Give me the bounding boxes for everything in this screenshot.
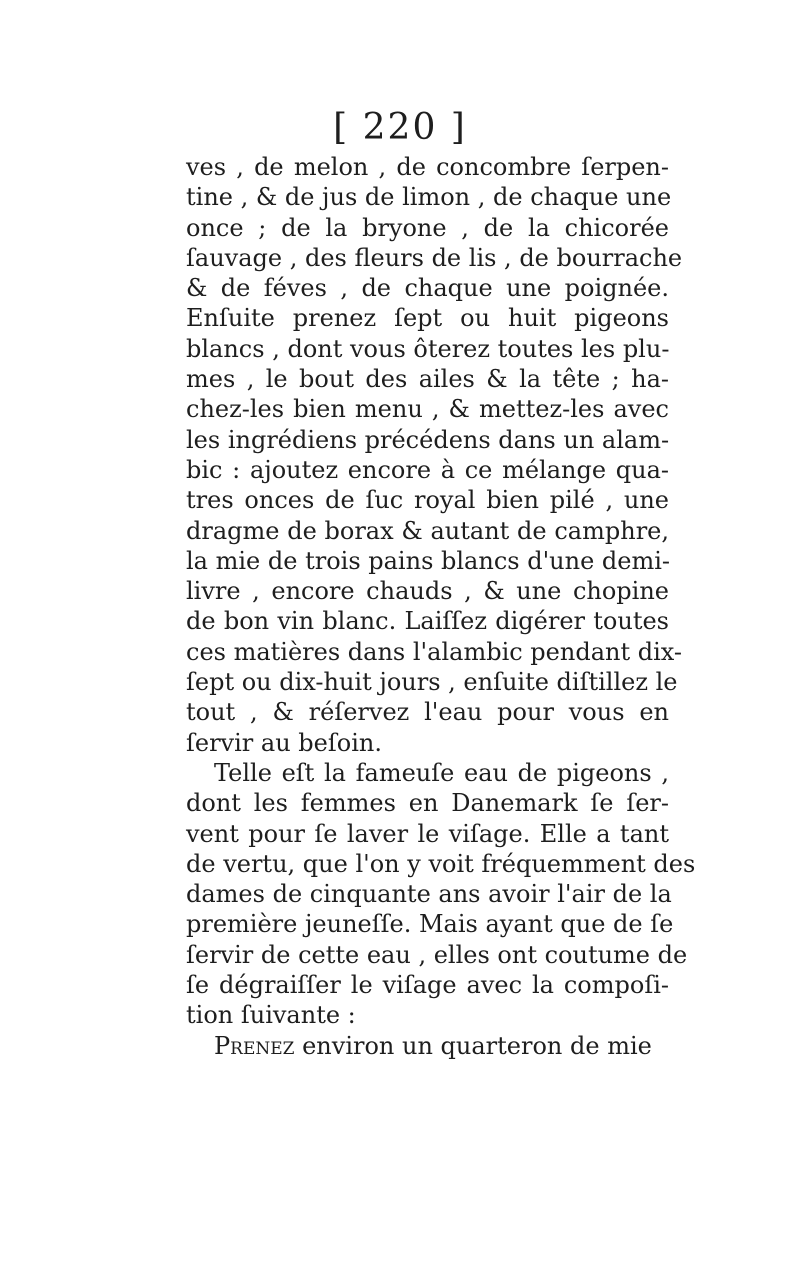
text-line: ſe dégraiſſer le viſage avec la compoſi-	[186, 971, 669, 1000]
text-line: vent pour ſe laver le viſage. Elle a tant	[186, 819, 669, 848]
text-line: livre , encore chauds , & une chopine	[186, 577, 669, 606]
body-text	[186, 152, 696, 1061]
recipe-lead-word: Prenez	[214, 1031, 295, 1060]
paragraph-end-line: tion ſuivante :	[186, 1001, 356, 1030]
text-line: ſauvage , des fleurs de lis , de bourrache	[186, 243, 683, 272]
page-number: [ 220 ]	[333, 107, 467, 148]
text-line: tout , & réſervez l'eau pour vous en	[186, 698, 669, 727]
text-line: de vertu, que l'on y voit fréquemment des	[186, 849, 696, 878]
text-line: once ; de la bryone , de la chicorée	[186, 213, 669, 242]
text-line: ces matières dans l'alambic pendant dix-	[186, 637, 682, 666]
text-line: la mie de trois pains blancs d'une demi-	[186, 546, 671, 575]
text-line: Enſuite prenez ſept ou huit pigeons	[186, 304, 669, 333]
recipe-start-line	[186, 1031, 669, 1061]
text-line: les ingrédiens précédens dans un alam-	[186, 425, 670, 454]
text-line: tres onces de ſuc royal bien pilé , une	[186, 486, 669, 515]
text-line: blancs , dont vous ôterez toutes les plu-	[186, 334, 670, 363]
text-line: ves , de melon , de concombre ſerpen-	[186, 153, 669, 181]
text-line: dames de cinquante ans avoir l'air de la	[186, 880, 672, 909]
text-line: chez-les bien menu , & mettez-les avec	[186, 395, 669, 424]
text-line: première jeuneſſe. Mais ayant que de ſe	[186, 910, 674, 939]
text-line: de bon vin blanc. Laiſſez digérer toutes	[186, 607, 669, 636]
text-line: ſept ou dix-huit jours , enſuite diſtillez le	[186, 668, 678, 697]
recipe-line-rest: environ un quarteron de mie	[294, 1031, 652, 1060]
text-line: dragme de borax & autant de camphre,	[186, 516, 669, 545]
text-line: ſervir de cette eau , elles ont coutume de	[186, 940, 688, 969]
paragraph-start-line: Telle eſt la fameuſe eau de pigeons ,	[214, 758, 669, 787]
text-line: mes , le bout des ailes & la tête ; ha-	[186, 365, 669, 394]
text-line: tine , & de jus de limon , de chaque une	[186, 183, 672, 212]
paragraph-end-line: ſervir au beſoin.	[186, 728, 382, 757]
text-line: dont les femmes en Danemark ſe ſer-	[186, 789, 669, 818]
text-line: bic : ajoutez encore à ce mélange qua-	[186, 455, 669, 484]
text-line: & de féves , de chaque une poignée.	[186, 274, 669, 303]
